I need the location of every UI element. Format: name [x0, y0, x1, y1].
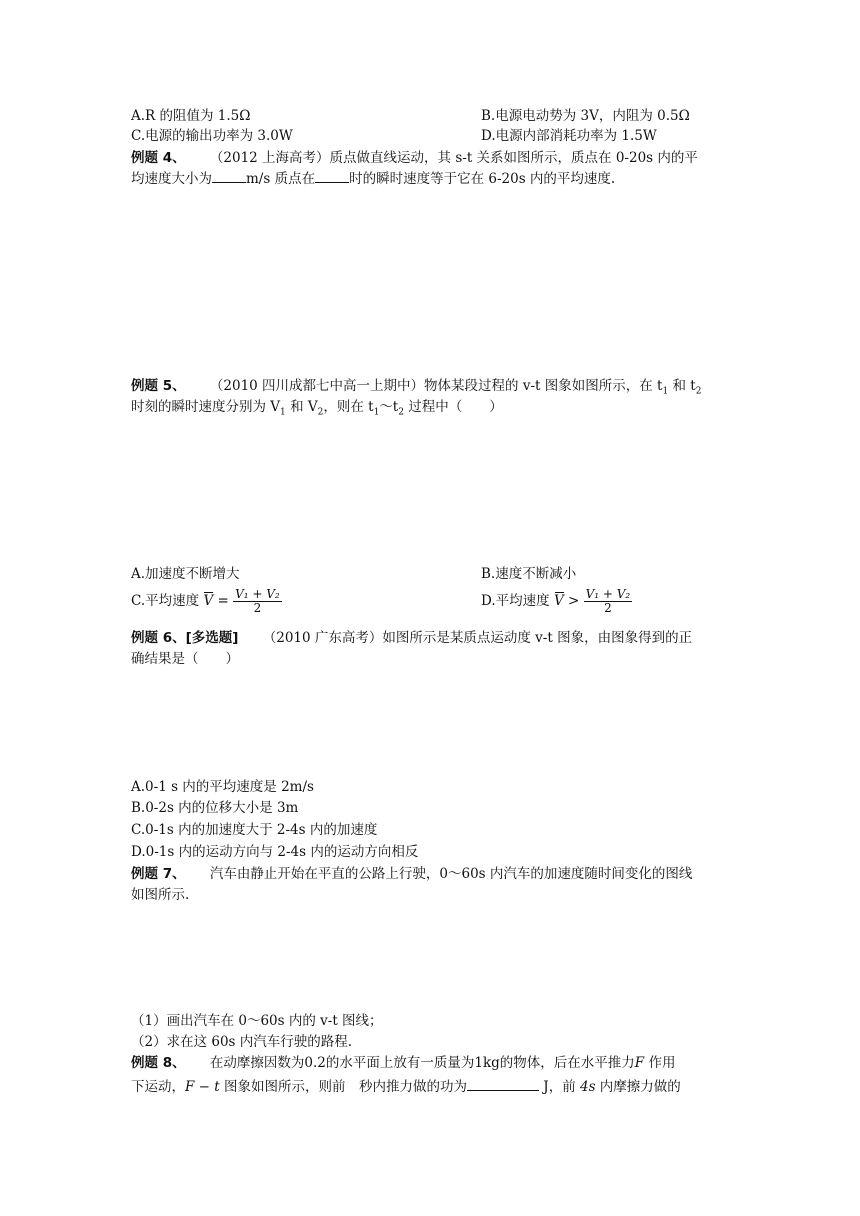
- q4-label: 例题 4、: [131, 150, 186, 166]
- q4-blank-2: [315, 169, 349, 183]
- q4-line-1: [131, 148, 698, 168]
- q8-text-2b: 图象如图所示，则前 秒内推力做的功为: [219, 1079, 467, 1095]
- q5-text-1a: （2010 四川成都七中高一上期中）物体某段过程的 v-t 图象如图所示，在 t: [209, 378, 663, 394]
- q4-text-2a: 均速度大小为: [131, 171, 212, 187]
- q8-text-1a: 在动摩擦因数为: [209, 1055, 305, 1071]
- q8-text-2a: 下运动，: [131, 1079, 185, 1095]
- q6-option-b: B.0-2s 内的位移大小是 3m: [131, 800, 299, 816]
- q5-frac-num-c: V₁ + V₂: [235, 587, 280, 601]
- q8-4s-symbol: 4s: [579, 1079, 596, 1095]
- q3-option-b: B.电源电动势为 3V，内阻为 0.5Ω: [481, 108, 690, 124]
- q5-frac-num-d: V₁ + V₂: [585, 587, 631, 601]
- q5-text-2e: 过程中（ ）: [403, 399, 503, 415]
- q5-vbar-c: V: [203, 593, 214, 609]
- q3-option-c: C.电源的输出功率为 3.0W: [131, 128, 293, 144]
- q5-fraction-c: [233, 588, 282, 615]
- q6-option-c: C.0-1s 内的加速度大于 2-4s 内的加速度: [131, 822, 378, 838]
- q5-sub-4: 2: [317, 407, 324, 418]
- q3-option-d: D.电源内部消耗功率为 1.5W: [481, 128, 657, 144]
- q7-subquestion-1: （1）画出汽车在 0～60s 内的 v-t 图线；: [131, 1013, 383, 1029]
- q5-sub-5: 1: [373, 407, 380, 418]
- q8-text-2c: J，前: [538, 1079, 580, 1095]
- q4-text-2c: 时的瞬时速度等于它在 6-20s 内的平均速度.: [349, 171, 616, 187]
- q5-fraction-d: [584, 588, 633, 615]
- q5-option-b: B.速度不断减小: [481, 566, 577, 582]
- q6-option-a: A.0-1 s 内的平均速度是 2m/s: [131, 779, 314, 795]
- q5-text-2d: ～t: [379, 399, 399, 415]
- q7-line-1: [131, 864, 692, 884]
- q5-text-2c: ，则在 t: [323, 399, 374, 415]
- q5-label: 例题 5、: [131, 378, 186, 394]
- q5-eq-sign: =: [217, 593, 229, 609]
- q5-option-c-label: C.平均速度: [131, 593, 200, 609]
- q4-text-2b: m/s 质点在: [246, 171, 316, 187]
- q5-sub-6: 2: [398, 407, 404, 418]
- q8-ft-symbol: F − t: [185, 1079, 220, 1095]
- q8-text-1c: 的物体，后在水平推力: [499, 1055, 635, 1071]
- q5-option-a: A.加速度不断增大: [131, 566, 240, 582]
- q3-option-a: A.R 的阻值为 1.5Ω: [131, 108, 251, 124]
- q5-sub-1: 1: [662, 386, 669, 397]
- q6-text-2: 确结果是（ ）: [131, 651, 239, 667]
- q8-blank: [467, 1077, 539, 1091]
- q4-blank-1: [212, 169, 246, 183]
- q8-line-1: [131, 1053, 675, 1073]
- q7-subquestion-2: （2）求在这 60s 内汽车行驶的路程.: [131, 1034, 353, 1050]
- q5-option-c: [131, 588, 282, 615]
- q8-label: 例题 8、: [131, 1055, 186, 1071]
- q5-frac-den-c: 2: [253, 601, 262, 615]
- q6-line-1: [131, 628, 692, 648]
- q5-frac-den-d: 2: [604, 601, 612, 615]
- q5-vbar-d: V: [553, 593, 564, 609]
- q5-option-d: [481, 588, 632, 615]
- q4-text-1: （2012 上海高考）质点做直线运动，其 s-t 关系如图所示，质点在 0-20s 内的平: [209, 150, 698, 166]
- q6-option-d: D.0-1s 内的运动方向与 2-4s 内的运动方向相反: [131, 844, 419, 860]
- q5-gt-sign: >: [567, 593, 580, 609]
- q8-line-2: [131, 1077, 681, 1097]
- q4-line-2: [131, 169, 615, 189]
- q6-text-1: （2010 广东高考）如图所示是某质点运动度 v-t 图象，由图象得到的正: [262, 630, 693, 646]
- q7-text-1: 汽车由静止开始在平直的公路上行驶，0～60s 内汽车的加速度随时间变化的图线: [209, 866, 693, 882]
- q6-label: 例题 6、[多选题]: [131, 630, 239, 646]
- q5-option-d-label: D.平均速度: [481, 593, 550, 609]
- q8-force-symbol: F: [634, 1055, 645, 1071]
- q8-text-1b: 的水平面上放有一质量为: [325, 1055, 475, 1071]
- q7-text-2: 如图所示.: [131, 887, 190, 903]
- q8-text-1d: 作用: [644, 1055, 676, 1071]
- q5-text-1b: 和 t: [668, 378, 696, 394]
- q5-sub-2: 2: [695, 386, 702, 397]
- q5-text-2b: 和 V: [285, 399, 318, 415]
- q5-text-2a: 时刻的瞬时速度分别为 V: [131, 399, 281, 415]
- q7-label: 例题 7、: [131, 866, 186, 882]
- q8-mass-value: 1kg: [474, 1055, 500, 1071]
- q8-mu-value: 0.2: [304, 1055, 326, 1071]
- q8-text-2d: 内摩擦力做的: [595, 1079, 681, 1095]
- q5-line-2: [131, 397, 503, 423]
- q5-sub-3: 1: [280, 407, 286, 418]
